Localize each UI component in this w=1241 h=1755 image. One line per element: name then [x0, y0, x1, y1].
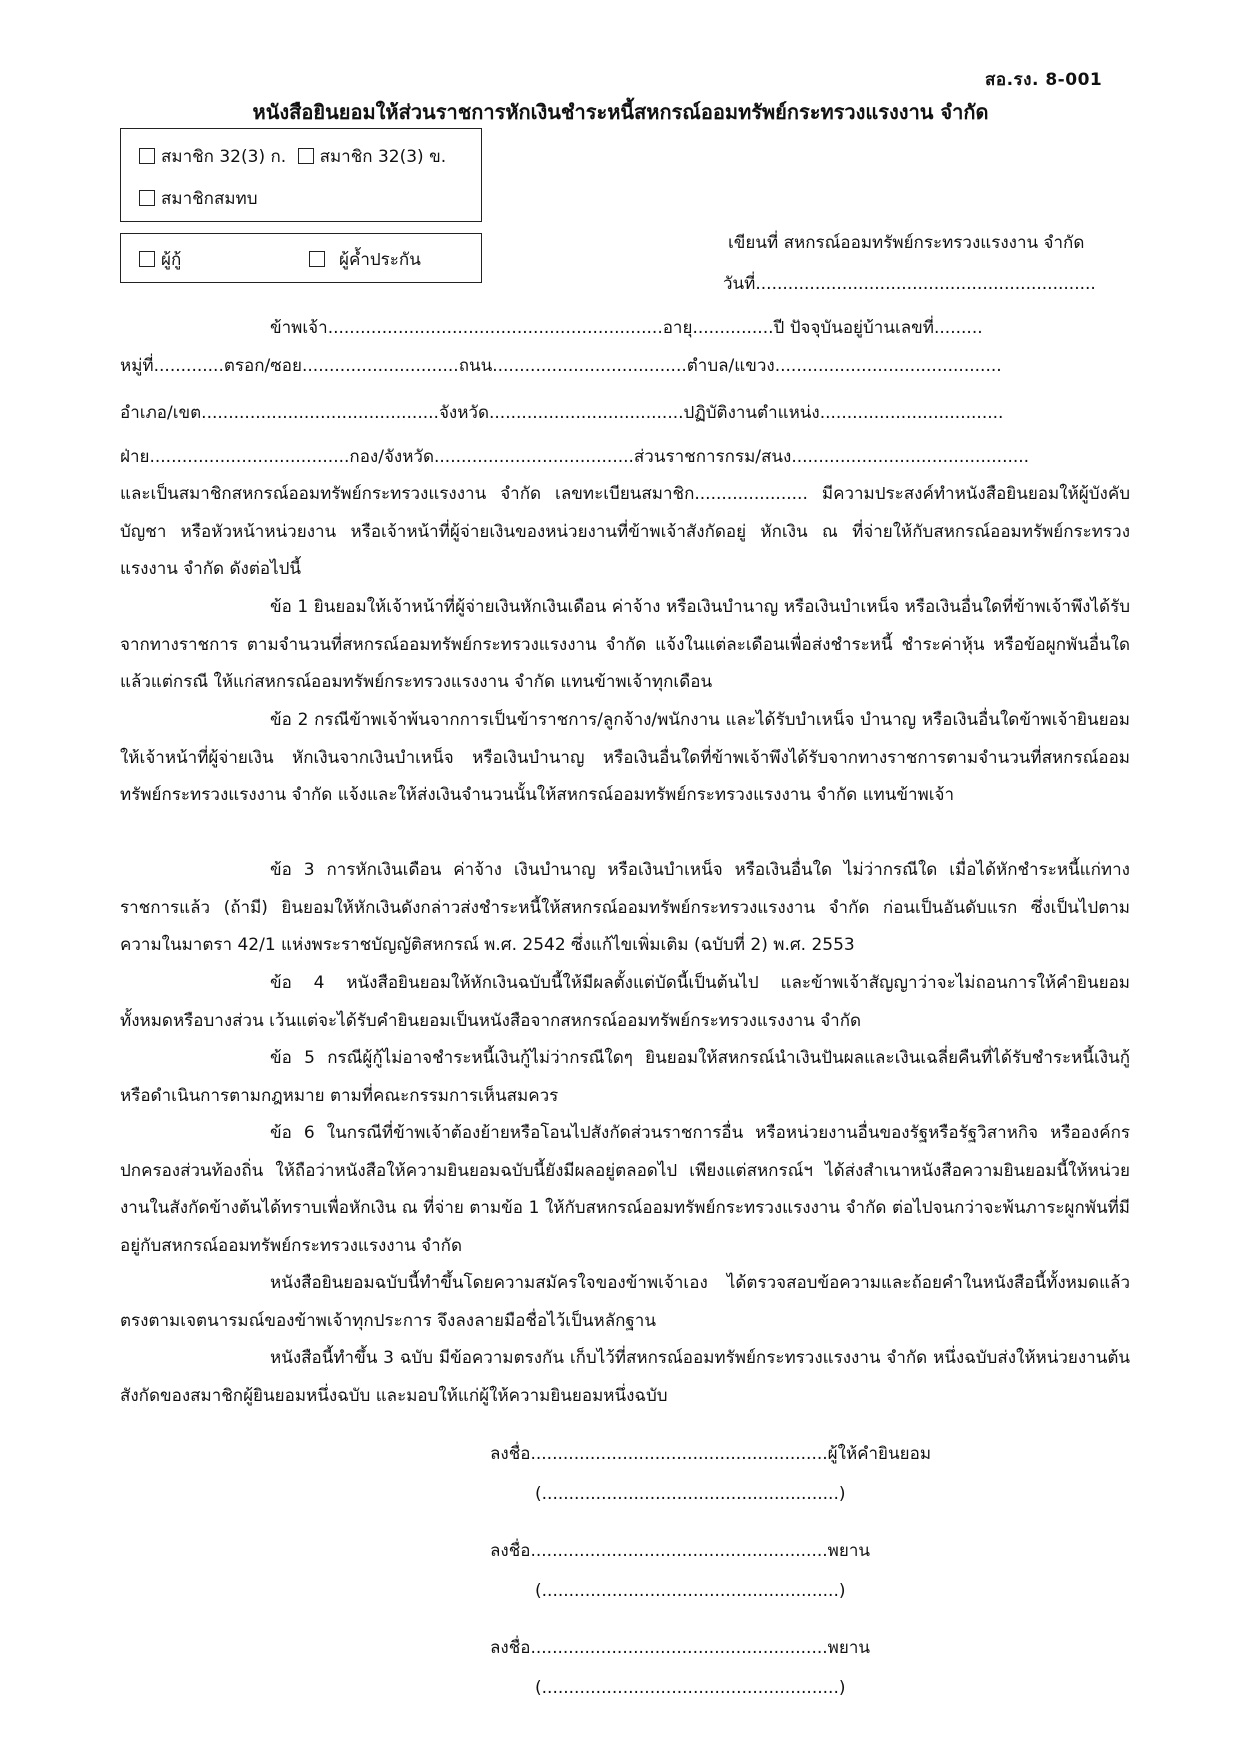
signature-consenter-name: (.......................................................) — [535, 1484, 846, 1504]
checkbox-icon[interactable] — [298, 148, 314, 164]
member-opt-label: สมาชิก 32(3) ก. — [161, 147, 287, 167]
checkbox-icon[interactable] — [139, 190, 155, 206]
personal-line-3: อำเภอ/เขต............................................จังหวัด....................................ปฏิบัติงานตำแหน่ง.................................. — [120, 403, 1004, 423]
checkbox-icon[interactable] — [309, 251, 325, 267]
signature-consenter: ลงชื่อ.......................................................ผู้ให้คำยินยอม — [490, 1444, 932, 1464]
intro-paragraph: และเป็นสมาชิกสหกรณ์ออมทรัพย์กระทรวงแรงงาน จำกัด เลขทะเบียนสมาชิก..................... มีความประสงค์ทำหนังสือยินยอมให้ผู้บังคับบัญชา หรือหัวหน้าหน่วยงาน หรือเจ้าหน้าที่ผู้จ่ายเงินของหน่วยงานที่ข้าพเจ้าสังกัดอยู่ หักเงิน ณ ที่จ่ายให้กับสหกรณ์ออมทรัพย์กระทรวงแรงงาน จำกัด ดังต่อไปนี้ — [120, 484, 1130, 580]
personal-line-2: หมู่ที่.............ตรอก/ซอย.............................ถนน....................................ตำบล/แขวง.......................................... — [120, 356, 1002, 376]
clause-5: ข้อ 5 กรณีผู้กู้ไม่อาจชำระหนี้เงินกู้ไม่ว่ากรณีใดๆ ยินยอมให้สหกรณ์นำเงินปันผลและเงินเฉลี่ยคืนที่ได้รับชำระหนี้เงินกู้ หรือดำเนินการตามกฎหมาย ตามที่คณะกรรมการเห็นสมควร — [120, 1048, 1130, 1106]
member-opt-label: สมาชิกสมทบ — [161, 189, 258, 209]
copies-paragraph: หนังสือนี้ทำขึ้น 3 ฉบับ มีข้อความตรงกัน เก็บไว้ที่สหกรณ์ออมทรัพย์กระทรวงแรงงาน จำกัด หนึ่งฉบับส่งให้หน่วยงานต้นสังกัดของสมาชิกผู้ยินยอมหนึ่งฉบับ และมอบให้แก่ผู้ให้ความยินยอมหนึ่งฉบับ — [120, 1348, 1130, 1406]
role-opt-guarantor[interactable] — [309, 246, 421, 273]
written-at: เขียนที่ สหกรณ์ออมทรัพย์กระทรวงแรงงาน จำกัด — [728, 233, 1085, 253]
member-type-box — [120, 128, 482, 222]
clause-2: ข้อ 2 กรณีข้าพเจ้าพ้นจากการเป็นข้าราชการ/ลูกจ้าง/พนักงาน และได้รับบำเหน็จ บำนาญ หรือเงินอื่นใดข้าพเจ้ายินยอมให้เจ้าหน้าที่ผู้จ่ายเงิน หักเงินจากเงินบำเหน็จ หรือเงินบำนาญ หรือเงินอื่นใดที่ข้าพเจ้าพึงได้รับจากทางราชการตามจำนวนที่สหกรณ์ออมทรัพย์กระทรวงแรงงาน จำกัด แจ้งและให้ส่งเงินจำนวนนั้นให้สหกรณ์ออมทรัพย์กระทรวงแรงงาน จำกัด แทนข้าพเจ้า — [120, 710, 1130, 806]
role-opt-label: ผู้กู้ — [161, 250, 182, 270]
clause-3: ข้อ 3 การหักเงินเดือน ค่าจ้าง เงินบำนาญ หรือเงินบำเหน็จ หรือเงินอื่นใด ไม่ว่ากรณีใด เมื่อได้หักชำระหนี้แก่ทางราชการแล้ว (ถ้ามี) ยินยอมให้หักเงินดังกล่าวส่งชำระหนี้ให้สหกรณ์ออมทรัพย์กระทรวงแรงงาน จำกัด ก่อนเป็นอันดับแรก ซึ่งเป็นไปตามความในมาตรา 42/1 แห่งพระราชบัญญัติสหกรณ์ พ.ศ. 2542 ซึ่งแก้ไขเพิ่มเติม (ฉบับที่ 2) พ.ศ. 2553 — [120, 860, 1130, 956]
voluntary-paragraph: หนังสือยินยอมฉบับนี้ทำขึ้นโดยความสมัครใจของข้าพเจ้าเอง ได้ตรวจสอบข้อความและถ้อยคำในหนังสือนี้ทั้งหมดแล้ว ตรงตามเจตนารมณ์ของข้าพเจ้าทุกประการ จึงลงลายมือชื่อไว้เป็นหลักฐาน — [120, 1273, 1130, 1331]
clause-4: ข้อ 4 หนังสือยินยอมให้หักเงินฉบับนี้ให้มีผลตั้งแต่บัดนี้เป็นต้นไป และข้าพเจ้าสัญญาว่าจะไม่ถอนการให้คำยินยอมทั้งหมดหรือบางส่วน เว้นแต่จะได้รับคำยินยอมเป็นหนังสือจากสหกรณ์ออมทรัพย์กระทรวงแรงงาน จำกัด — [120, 973, 1130, 1031]
role-box — [120, 233, 482, 283]
checkbox-icon[interactable] — [139, 251, 155, 267]
clause-6: ข้อ 6 ในกรณีที่ข้าพเจ้าต้องย้ายหรือโอนไปสังกัดส่วนราชการอื่น หรือหน่วยงานอื่นของรัฐหรือรัฐวิสาหกิจ หรือองค์กรปกครองส่วนท้องถิ่น ให้ถือว่าหนังสือให้ความยินยอมฉบับนี้ยังมีผลอยู่ตลอดไป เพียงแต่สหกรณ์ฯ ได้ส่งสำเนาหนังสือความยินยอมนี้ให้หน่วยงานในสังกัดข้างต้นได้ทราบเพื่อหักเงิน ณ ที่จ่าย ตามข้อ 1 ให้กับสหกรณ์ออมทรัพย์กระทรวงแรงงาน จำกัด ต่อไปจนกว่าจะพ้นภาระผูกพันที่มีอยู่กับสหกรณ์ออมทรัพย์กระทรวงแรงงาน จำกัด — [120, 1123, 1130, 1256]
page-title: หนังสือยินยอมให้ส่วนราชการหักเงินชำระหนี้สหกรณ์ออมทรัพย์กระทรวงแรงงาน จำกัด — [252, 100, 989, 124]
signature-witness-2: ลงชื่อ.......................................................พยาน — [490, 1638, 871, 1658]
personal-line-4: ฝ่าย.....................................กอง/จังหวัด.....................................ส่วนราชการกรม/สนง............................................ — [120, 447, 1030, 467]
signature-witness-1: ลงชื่อ.......................................................พยาน — [490, 1541, 871, 1561]
personal-line-1: ข้าพเจ้า..............................................................อายุ...............ปี ปัจจุบันอยู่บ้านเลขที่......... — [270, 318, 983, 338]
clause-1: ข้อ 1 ยินยอมให้เจ้าหน้าที่ผู้จ่ายเงินหักเงินเดือน ค่าจ้าง หรือเงินบำนาญ หรือเงินบำเหน็จ หรือเงินอื่นใดที่ข้าพเจ้าพึงได้รับจากทางราชการ ตามจำนวนที่สหกรณ์ออมทรัพย์กระทรวงแรงงาน จำกัด แจ้งในแต่ละเดือนเพื่อส่งชำระหนี้ ชำระค่าหุ้น หรือข้อผูกพันอื่นใด แล้วแต่กรณี ให้แก่สหกรณ์ออมทรัพย์กระทรวงแรงงาน จำกัด แทนข้าพเจ้าทุกเดือน — [120, 597, 1130, 693]
form-code: สอ.รง. 8-001 — [985, 70, 1103, 90]
member-opt-label: สมาชิก 32(3) ข. — [319, 147, 447, 167]
checkbox-icon[interactable] — [139, 148, 155, 164]
role-opt-label: ผู้ค้ำประกัน — [339, 250, 421, 270]
signature-witness-1-name: (.......................................................) — [535, 1581, 846, 1601]
role-opt-borrower[interactable] — [139, 246, 181, 273]
signature-witness-2-name: (.......................................................) — [535, 1678, 846, 1698]
member-opt-32-3-a[interactable] — [139, 143, 446, 170]
date-line: วันที่............................................................... — [723, 274, 1096, 294]
member-opt-associate[interactable] — [139, 185, 258, 212]
